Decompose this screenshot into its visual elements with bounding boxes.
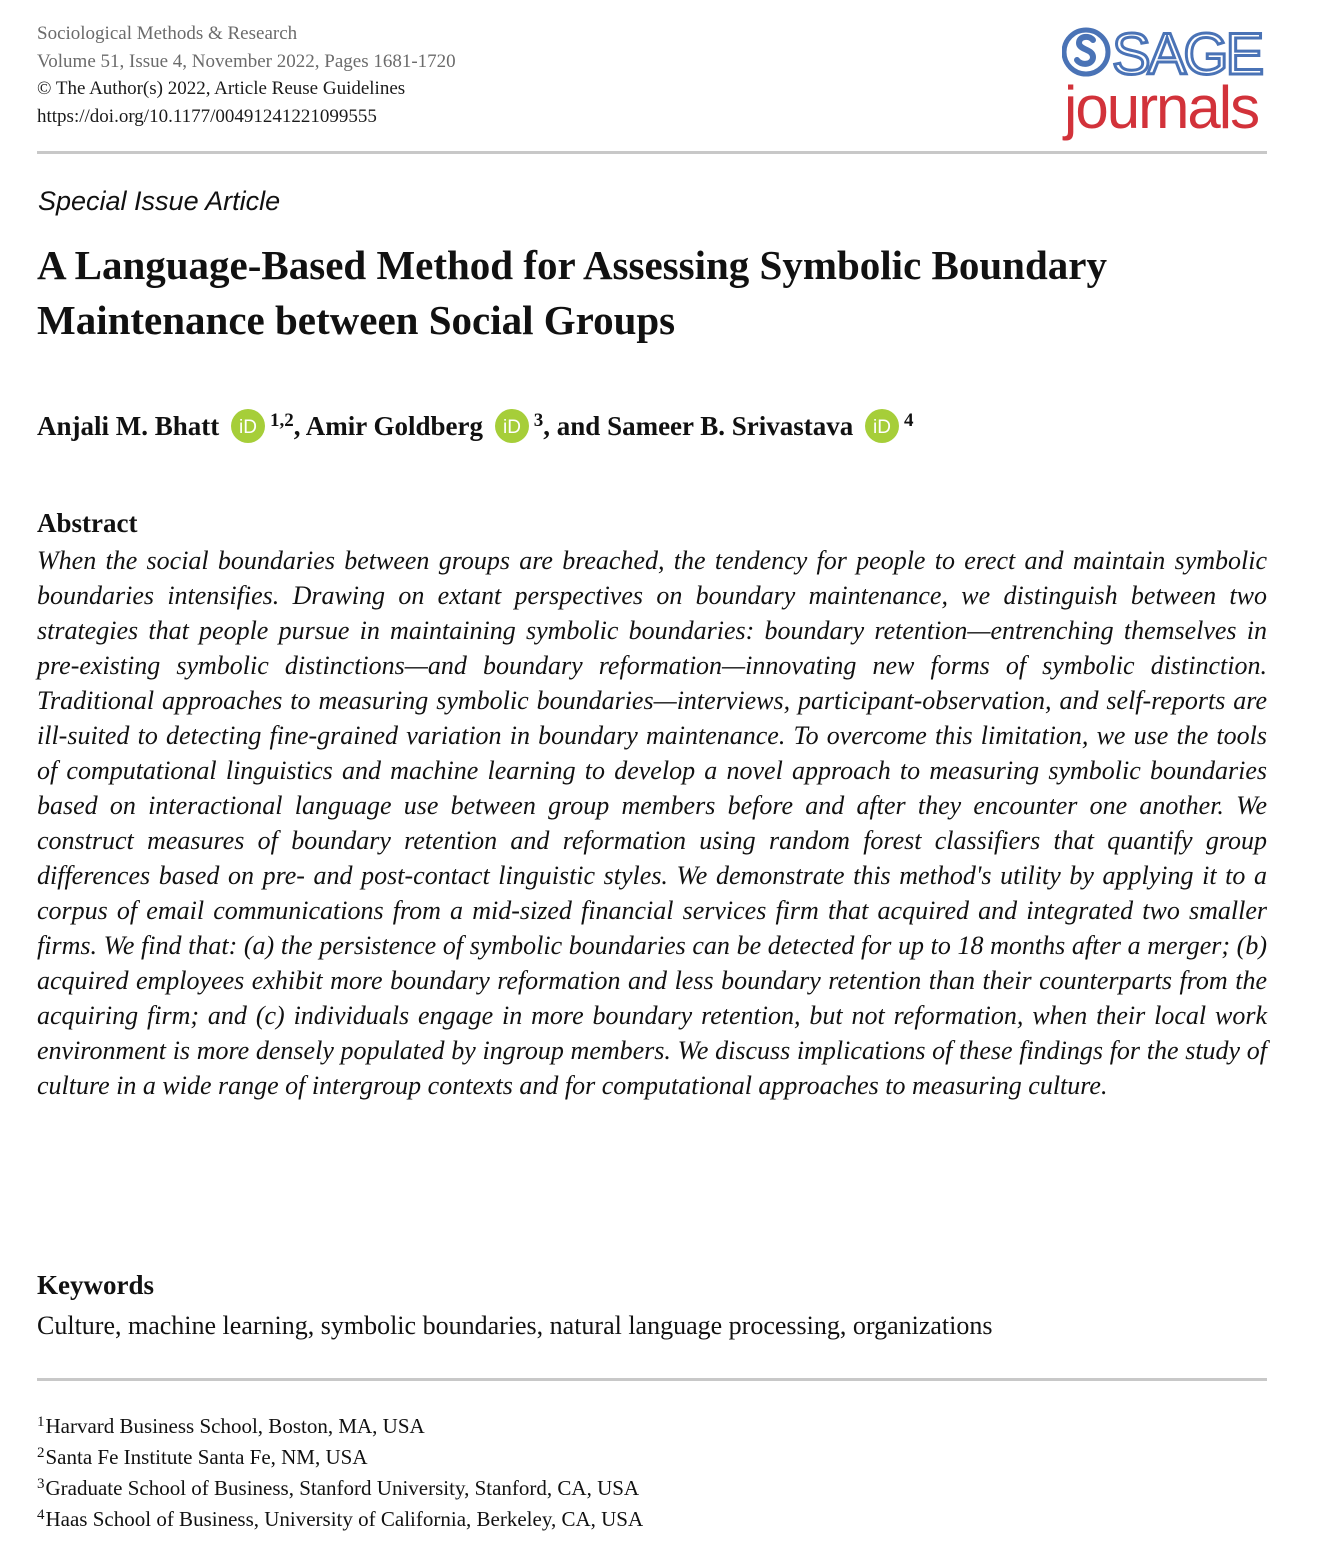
affiliation-number: 2 xyxy=(37,1445,45,1461)
author-name[interactable]: Anjali M. Bhatt xyxy=(37,411,220,441)
header-divider xyxy=(37,151,1267,154)
affiliation-text: Santa Fe Institute Santa Fe, NM, USA xyxy=(45,1445,368,1469)
journal-name[interactable]: Sociological Methods & Research xyxy=(37,23,298,44)
journals-wordmark: journals xyxy=(1064,74,1259,141)
author-separator: , xyxy=(293,411,306,441)
keywords-text: Culture, machine learning, symbolic boundaries, natural language processing, organizations xyxy=(37,1311,993,1340)
doi-link[interactable]: https://doi.org/10.1177/00491241221099555 xyxy=(37,105,377,127)
author-name[interactable]: Sameer B. Srivastava xyxy=(607,411,854,441)
author-list xyxy=(37,408,914,444)
affiliation-item xyxy=(37,1504,643,1535)
author-affiliation-ref: 4 xyxy=(904,410,914,431)
article-type: Special Issue Article xyxy=(38,186,281,216)
keywords-heading: Keywords xyxy=(37,1270,154,1300)
author-separator: , and xyxy=(543,411,608,441)
article-title: A Language-Based Method for Assessing Symbolic Boundary Maintenance between Social Groups xyxy=(37,242,1107,343)
orcid-icon[interactable] xyxy=(494,408,530,444)
affiliation-list xyxy=(37,1411,643,1535)
journal-meta xyxy=(37,20,456,130)
author-name[interactable]: Amir Goldberg xyxy=(305,411,484,441)
affiliation-text: Harvard Business School, Boston, MA, USA xyxy=(45,1414,425,1438)
svg-text:iD: iD xyxy=(873,417,892,438)
sage-journals-logo[interactable] xyxy=(1062,20,1267,142)
affiliation-item xyxy=(37,1442,643,1473)
affiliation-item xyxy=(37,1411,643,1442)
author-affiliation-ref: 3 xyxy=(533,410,544,431)
abstract-heading: Abstract xyxy=(37,508,138,538)
footer-divider xyxy=(37,1378,1267,1381)
affiliation-text: Graduate School of Business, Stanford University, Stanford, CA, USA xyxy=(45,1476,640,1500)
copyright-notice[interactable]: © The Author(s) 2022, Article Reuse Guidelines xyxy=(37,78,406,99)
sage-wordmark: SAGE xyxy=(1112,22,1262,87)
svg-text:iD: iD xyxy=(502,417,521,438)
affiliation-number: 1 xyxy=(37,1414,45,1430)
affiliation-item xyxy=(37,1473,643,1504)
svg-text:iD: iD xyxy=(239,417,257,438)
orcid-icon[interactable] xyxy=(864,408,900,444)
affiliation-text: Haas School of Business, University of California, Berkeley, CA, USA xyxy=(45,1507,644,1531)
author-affiliation-ref: 1,2 xyxy=(270,410,294,431)
affiliation-number: 4 xyxy=(37,1507,45,1523)
sage-circle-icon xyxy=(1064,30,1108,74)
orcid-icon[interactable] xyxy=(230,408,266,444)
abstract-text: When the social boundaries between groups are breached, the tendency for people to erect and maintain symbolic boundaries intensifies. Drawing on extant perspectives on boundary maintenance, we distinguish between two strategies that people pursue in maintaining symbolic boundaries: boundary retention—entrenching themselves in pre-existing symbolic distinctions—and boundary reformation—innovating new forms of symbolic distinction. Traditional approaches to measuring symbolic boundaries—interviews, participant-observation, and self-reports are ill-suited to detecting fine-grained variation in boundary maintenance. To overcome this limitation, we use the tools of computational linguistics and machine learning to develop a novel approach to measuring symbolic boundaries based on interactional language use between group members before and after they encounter one another. We construct measures of boundary retention and reformation using random forest classifiers that quantify group differences based on pre- and post-contact linguistic styles. We demonstrate this method's utility by applying it to a corpus of email communications from a mid-sized financial services firm that acquired and integrated two smaller firms. We find that: (a) the persistence of symbolic boundaries can be detected for up to 18 months after a merger; (b) acquired employees exhibit more boundary reformation and less boundary retention than their counterparts from the acquiring firm; and (c) individuals engage in more boundary retention, but not reformation, when their local work environment is more densely populated by ingroup members. We discuss implications of these findings for the study of culture in a wide range of intergroup contexts and for computational approaches to measuring culture. xyxy=(37,546,1267,1100)
affiliation-number: 3 xyxy=(37,1476,45,1492)
journal-issue: Volume 51, Issue 4, November 2022, Pages 1681-1720 xyxy=(37,50,456,72)
